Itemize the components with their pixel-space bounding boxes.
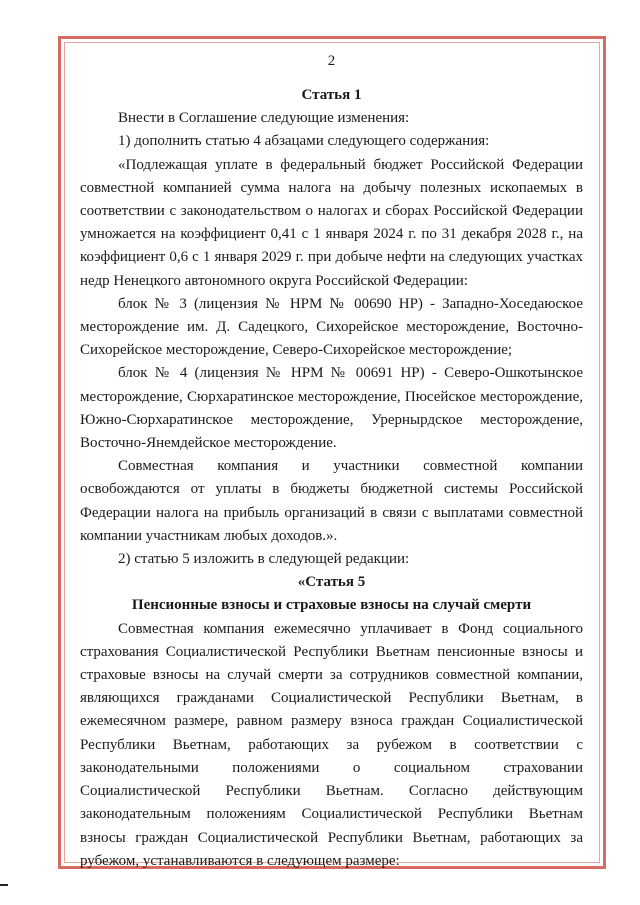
- paragraph-pension-contributions: Совместная компания ежемесячно уплачивает в Фонд социального страхования Социалистической Республики Вьетнам пенсионные взносы и страховые взносы на случай смерти за сотрудников совместной компании, являющихся гражданами Социалистической Республики Вьетнам, в ежемесячном размере, равном размеру взноса граждан Социалистической Республики Вьетнам, работающих за рубежом в соответствии с законодательными положениями о социальном страховании Социалистической Республики Вьетнам. Согласно действующим законодательным положениям Социалистической Республики Вьетнам взносы граждан Социалистической Республики Вьетнам, работающих за рубежом, устанавливаются в следующем размере:: [80, 620, 583, 869]
- paragraph-block-3: блок № 3 (лицензия № НРМ № 00690 НР) - Западно-Хоседаюское месторождение им. Д. Садецкого, Сихорейское месторождение, Восточно-Сихорейское месторождение, Северо-Сихорейское месторождение;: [80, 295, 583, 359]
- paragraph-profit-tax-exemption: Совместная компания и участники совместной компании освобождаются от уплаты в бюджеты бюджетной системы Российской Федерации налога на прибыль организаций в связи с выплатами совместной компании участникам любых доходов.».: [80, 458, 583, 544]
- scan-corner-mark: [0, 884, 8, 886]
- paragraph-block-4: блок № 4 (лицензия № НРМ № 00691 НР) - Северо-Ошкотынское месторождение, Сюрхаратинское месторождение, Пюсейское месторождение, Южно-Сюрхаратинское месторождение, Урернырдское месторождение, Восточно-Янемдейское месторождение.: [80, 365, 583, 452]
- paragraph-item-1: 1) дополнить статью 4 абзацами следующего содержания:: [118, 133, 490, 150]
- document-body: [80, 48, 583, 873]
- article5-subtitle: Пенсионные взносы и страховые взносы на случай смерти: [131, 597, 532, 614]
- article5-title: «Статья 5: [297, 574, 366, 591]
- paragraph-item-2: 2) статью 5 изложить в следующей редакции:: [118, 551, 410, 568]
- paragraph-intro: Внести в Соглашение следующие изменения:: [118, 110, 410, 127]
- article-title: Статья 1: [301, 87, 362, 103]
- paragraph-tax-coefficient: «Подлежащая уплате в федеральный бюджет Российской Федерации совместной компанией сумма налога на добычу полезных ископаемых в соответствии с законодательством о налогах и сборах Российской Федерации умножается на коэффициент 0,41 с 1 января 2024 г. по 31 декабря 2028 г., на коэффициент 0,6 с 1 января 2029 г. при добыче нефти на следующих участках недр Ненецкого автономного округа Российской Федерации:: [80, 156, 583, 289]
- page-number: 2: [327, 53, 336, 69]
